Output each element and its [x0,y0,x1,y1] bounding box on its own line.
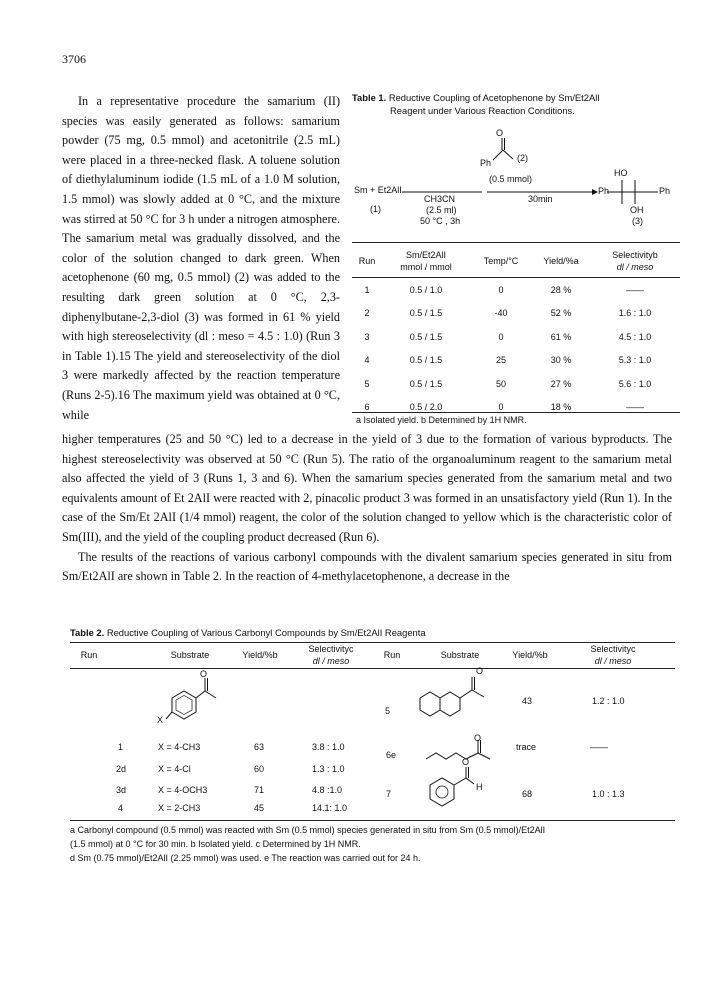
table1-caption [352,92,682,117]
t2-substrate: X = 4-Cl [158,764,191,774]
condition-temp: 50 °C , 3h [420,216,461,226]
t2-selectivity-right: 1.0 : 1.3 [592,789,625,799]
table1-header-yield: Yield/%a [543,256,579,266]
left-column-text [62,92,340,425]
product-oh: OH [630,205,644,215]
acetonaphthone-oxygen: O [476,666,484,676]
table1-header-row [352,244,680,278]
table-row: 4 0.5 / 1.5 25 30 % 5.3 : 1.0 [364,355,652,366]
aldehyde-h: H [476,782,483,792]
condition-volume: (2.5 ml) [426,205,457,215]
table1-caption-line2: Reagent under Various Reaction Conditions. [390,104,575,116]
table2-header-run: Run [80,650,98,660]
paragraph-continued: higher temperatures (25 and 50 °C) led to a decrease in the yield of 3 due to the formation of various byproducts. The highest stereoselectivity was observed at 50 °C (Run 5). The ratio of the organoaluminum reagent to the samarium metal also affected the yield of 3 (Runs 1, 3 and 6). When the samarium species generated from the samarium metal and two equivalents amount of Et 2AlI were reacted with 2, pinacolic product 3 was formed in an unsatisfactory yield (Run 1). In the case of the Sm/Et 2AlI (1/4 mmol) reagent, the color of the solution changed to yellow which is the characteristic color of Sm(III), and the yield of the coupling product decreased (Run 6). [62,432,672,544]
table2-footnote: a Carbonyl compound (0.5 mmol) was reacted with Sm (0.5 mmol) species generated in situ from Sm (0.5 mmol)/Et2AlI [70,825,546,835]
condition-time: 30min [528,194,553,204]
t2-run: 4 [118,803,124,813]
t2-selectivity: 4.8 :1.0 [312,785,343,795]
table1-header-ratio: Sm/Et2AlI mmol / mmol [400,250,452,272]
t2-run: 1 [118,742,124,752]
t2-run-right: 5 [385,706,391,716]
product-ph-right: Ph [659,186,671,196]
table2-caption [70,627,426,638]
t2-yield-right: 68 [522,789,533,799]
substituted-acetophenone-structure [150,672,240,732]
ketone-number: (2) [517,153,528,163]
ketone-oxygen: O [496,128,504,138]
table2-header-substrate: Substrate [170,650,210,660]
table1-header-selectivity: Selectivityb dl / meso [612,250,658,272]
t2-run-right: 7 [386,789,392,799]
t2-yield: 45 [254,803,265,813]
table1 [352,244,680,419]
table1-header-run: Run [358,256,376,266]
t2-yield: 60 [254,764,265,774]
page-number: 3706 [62,52,86,66]
table2-header-rule [70,668,675,669]
ketone-oxygen-6: O [474,733,482,743]
table1-footnote: a Isolated yield. b Determined by 1H NMR. [356,415,527,425]
table1-caption-line1: Reductive Coupling of Acetophenone by Sm/Et2AlI [388,92,600,103]
t2-selectivity: 3.8 : 1.0 [312,742,345,752]
t2-yield-right: trace [516,742,537,752]
table-row: 1 0.5 / 1.0 0 28 % —— [364,284,644,295]
table-row: 5 0.5 / 1.5 50 27 % 5.6 : 1.0 [364,378,652,389]
t2-substrate: X = 2-CH3 [158,803,201,813]
substituent-x: X [157,715,164,725]
table2-header-substrate-2: Substrate [440,650,480,660]
t2-substrate: X = 4-CH3 [158,742,201,752]
scheme-reactant: Sm + Et2AlI [354,185,402,195]
table2-caption-text: Reductive Coupling of Various Carbonyl Compounds by Sm/Et2AlI Reagenta [106,627,426,638]
table2-bottom-rule [70,820,675,821]
table2-footnote: (1.5 mmol) at 0 °C for 30 min. b Isolated yield. c Determined by 1H NMR. [70,839,361,849]
t2-selectivity: 1.3 : 1.0 [312,764,345,774]
table1-caption-label: Table 1. [352,92,387,103]
table2-header-yield: Yield/%b [242,650,278,660]
table2-header-yield-2: Yield/%b [512,650,548,660]
acetonaphthone-structure [412,672,502,722]
t2-selectivity-right: 1.2 : 1.0 [592,696,625,706]
table-row: 6 0.5 / 2.0 0 18 % —— [364,402,644,413]
table2-header-selectivity-2: Selectivityc dl / meso [590,644,636,666]
t2-selectivity: 14.1: 1.0 [312,803,348,813]
left-paragraph: In a representative procedure the samarium (II) species was easily generated as follows: samarium powder (75 mg, 0.5 mmol) and acetonitrile (2.5 mL) were placed in a three-necked flask. A toluene solution of diethylaluminum iodide (1.5 mL of a 1.0 M solution, 1.5 mmol) was slowly added at 0 °C, and the mixture was stirred at 50 °C for 3 h under a nitrogen atmosphere. The samarium metal was gradually dissolved, and the color of the solution changed to dark green. When acetophenone (60 mg, 0.5 mmol) (2) was added to the resulting dark green solution at 0 °C, 2,3-diphenylbutane-2,3-diol (3) was formed in 61 % yield with high stereoselectivity (dl : meso = 4.5 : 1.0) (Run 3 in Table 1).15 The yield and stereoselectivity of the diol 3 were markedly affected by the reaction temperature (Runs 2-5).16 The maximum yield was obtained at 0 °C, while [62,94,340,422]
table2-footnote: d Sm (0.75 mmol)/Et2AlI (2.25 mmol) was used. e The reaction was carried out for 24 h. [70,853,421,863]
aldehyde-oxygen: O [462,757,470,767]
t2-yield: 71 [254,785,265,795]
full-width-text [62,430,672,587]
benzaldehyde-structure [418,763,498,809]
table1-scheme [352,128,682,228]
t2-yield: 63 [254,742,265,752]
t2-selectivity-right: —— [590,742,608,752]
t2-yield-right: 43 [522,696,533,706]
scheme-reactant-number: (1) [370,204,381,214]
table-row: 2 0.5 / 1.5 -40 52 % 1.6 : 1.0 [364,308,652,319]
paragraph-table2-intro: The results of the reactions of various carbonyl compounds with the divalent samarium species generated in situ from Sm/Et2AlI are shown in Table 2. In the reaction of 4-methylacetophenone, a decrease in the [62,549,672,584]
product-number: (3) [632,216,643,226]
product-ph-left: Ph [598,186,610,196]
product-ho: HO [614,168,628,178]
table2-caption-label: Table 2. [70,627,105,638]
ketone-amount: (0.5 mmol) [489,174,533,184]
table-row: 3 0.5 / 1.5 0 61 % 4.5 : 1.0 [364,331,652,342]
table1-header-temp: Temp/°C [483,256,519,266]
table1-top-rule [352,242,680,243]
ketone-ph: Ph [480,158,492,168]
t2-run-right: 6e [386,750,397,760]
condition-solvent: CH3CN [424,194,456,204]
table2-footnotes [70,823,545,865]
table2-header-selectivity: Selectivityc dl / meso [308,644,354,666]
t2-run: 3d [116,785,127,795]
acetophenone-oxygen: O [200,669,208,679]
t2-run: 2d [116,764,127,774]
table2-header-run-2: Run [383,650,401,660]
t2-substrate: X = 4-OCH3 [158,785,208,795]
